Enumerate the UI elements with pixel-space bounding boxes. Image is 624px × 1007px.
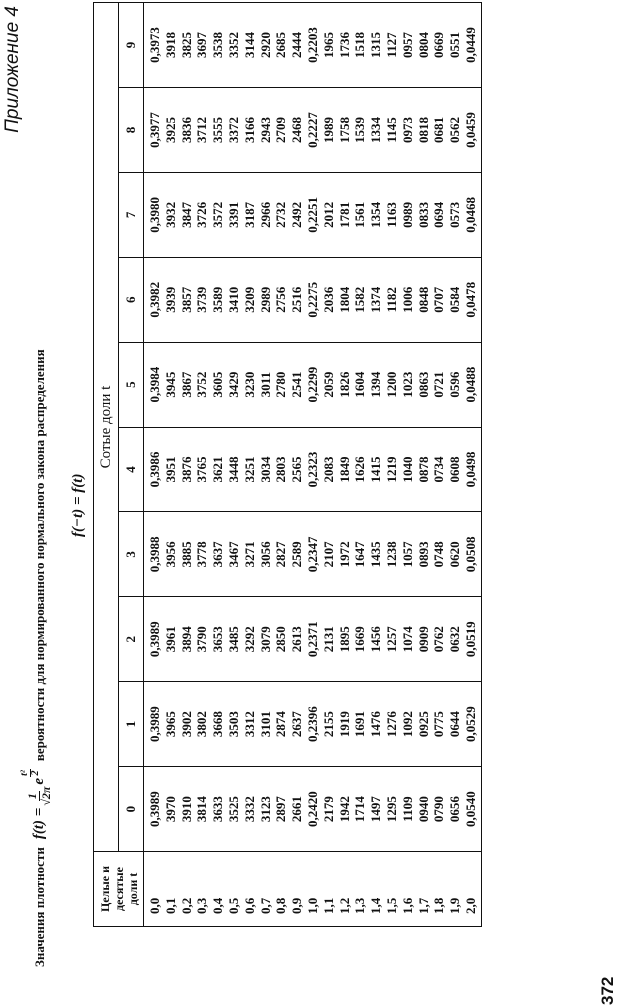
- table-cell: 0,2371: [304, 621, 320, 658]
- table-cell: 0,0519: [462, 621, 478, 658]
- t-value: 1,3: [352, 897, 368, 914]
- table-cell: 1354: [368, 201, 384, 228]
- table-cell: 3056: [257, 541, 273, 568]
- table-cell: 3765: [194, 456, 210, 483]
- density-table: [93, 2, 482, 927]
- table-cell: 3857: [178, 286, 194, 313]
- table-cell: 0775: [431, 711, 447, 738]
- table-cell: 0940: [415, 796, 431, 823]
- value-column-9: [144, 3, 482, 88]
- table-cell: 2897: [273, 796, 289, 823]
- table-cell: 1972: [336, 541, 352, 568]
- table-cell: 1561: [352, 201, 368, 228]
- page-number: 372: [598, 976, 617, 1005]
- table-title: [19, 7, 53, 967]
- t-value: 1,1: [320, 897, 336, 914]
- table-cell: 2468: [289, 116, 305, 143]
- table-cell: 0,0478: [462, 281, 478, 318]
- table-cell: 0957: [399, 32, 415, 58]
- t-value: 1,2: [336, 897, 352, 914]
- t-value: 0,8: [273, 897, 289, 914]
- table-cell: 3011: [257, 371, 273, 398]
- table-cell: 3209: [241, 286, 257, 313]
- t-value: 1,0: [304, 897, 320, 914]
- table-cell: 3589: [210, 286, 226, 313]
- table-cell: 3739: [194, 286, 210, 313]
- table-cell: 3653: [210, 626, 226, 653]
- table-cell: 1781: [336, 201, 352, 228]
- table-cell: 3894: [178, 626, 194, 653]
- table-cell: 1315: [368, 32, 384, 58]
- table-cell: 0707: [431, 286, 447, 313]
- table-cell: 3538: [210, 32, 226, 58]
- table-cell: 0,2203: [304, 27, 320, 63]
- table-cell: 0551: [447, 32, 463, 58]
- t-value: 0,3: [194, 897, 210, 914]
- table-cell: 0,3980: [147, 196, 162, 233]
- table-cell: 0620: [447, 541, 463, 568]
- table-cell: 2155: [320, 711, 336, 738]
- table-cell: 0989: [399, 201, 415, 228]
- t-value-column: [144, 852, 482, 927]
- table-cell: 0,2299: [304, 366, 320, 403]
- title-suffix: вероятности для нормированного нормального закона распределения: [31, 349, 47, 762]
- table-cell: 3230: [241, 371, 257, 398]
- table-cell: 2613: [289, 626, 305, 653]
- table-cell: 3525: [225, 796, 241, 823]
- table-cell: 0,3982: [147, 281, 162, 318]
- table-cell: 3902: [178, 711, 194, 738]
- table-cell: 1691: [352, 711, 368, 738]
- table-cell: 0734: [431, 456, 447, 483]
- table-cell: 1040: [399, 456, 415, 483]
- t-value: 1,4: [368, 897, 384, 914]
- value-column-5: [144, 342, 482, 427]
- value-column-7: [144, 172, 482, 257]
- value-column-4: [144, 427, 482, 512]
- table-cell: 0,3989: [147, 621, 162, 658]
- table-cell: 0,2275: [304, 281, 320, 318]
- table-cell: 3790: [194, 626, 210, 653]
- table-cell: 1023: [399, 371, 415, 398]
- table-cell: 2012: [320, 201, 336, 228]
- table-cell: 3292: [241, 626, 257, 653]
- formula-denominator: √2π: [39, 786, 53, 806]
- table-cell: 2661: [289, 796, 305, 823]
- table-cell: 3825: [178, 32, 194, 58]
- table-cell: 3885: [178, 541, 194, 568]
- table-cell: 0,2396: [304, 706, 320, 743]
- table-cell: 2083: [320, 456, 336, 483]
- t-value: 0,5: [225, 897, 241, 914]
- column-header-row: [119, 3, 144, 927]
- table-cell: 0644: [447, 711, 463, 738]
- table-cell: 1374: [368, 286, 384, 313]
- table-cell: 3187: [241, 201, 257, 228]
- table-cell: 3485: [225, 626, 241, 653]
- formula-exp-base: e: [31, 777, 47, 785]
- value-column-3: [144, 512, 482, 597]
- table-cell: 0608: [447, 456, 463, 483]
- table-cell: 2131: [320, 626, 336, 653]
- table-cell: 3467: [225, 541, 241, 568]
- table-cell: 0893: [415, 541, 431, 568]
- formula-exponent: [20, 769, 41, 777]
- table-cell: 3034: [257, 456, 273, 483]
- table-cell: 1394: [368, 371, 384, 398]
- table-cell: 1295: [383, 796, 399, 823]
- table-cell: 1219: [383, 456, 399, 483]
- t-value: 1,8: [431, 897, 447, 914]
- table-cell: 3391: [225, 201, 241, 228]
- table-cell: 3633: [210, 796, 226, 823]
- formula-exp-numerator: t²: [19, 770, 30, 776]
- table-cell: 1919: [336, 711, 352, 738]
- table-cell: 2541: [289, 371, 305, 398]
- table-cell: 2036: [320, 286, 336, 313]
- table-cell: 3939: [162, 286, 178, 313]
- table-cell: 1276: [383, 711, 399, 738]
- table-cell: 3726: [194, 201, 210, 228]
- table-cell: 3867: [178, 371, 194, 398]
- table-cell: 2920: [257, 32, 273, 58]
- table-cell: 3101: [257, 711, 273, 738]
- appendix-label: Приложение 4: [2, 6, 23, 133]
- row-header-line: десятые: [112, 867, 126, 911]
- table-cell: 1476: [368, 711, 384, 738]
- table-cell: 0,0540: [462, 791, 478, 827]
- table-cell: 1626: [352, 456, 368, 483]
- table-cell: 1895: [336, 626, 352, 653]
- table-cell: 3166: [241, 116, 257, 143]
- table-cell: 0,0529: [462, 706, 478, 743]
- table-cell: 3697: [194, 32, 210, 58]
- table-cell: 3778: [194, 541, 210, 568]
- table-cell: 3251: [241, 456, 257, 483]
- symmetry-note: f(−t) = f(t): [70, 473, 86, 537]
- column-header-6: 6: [119, 257, 144, 342]
- table-cell: 0,2227: [304, 112, 320, 148]
- t-value: 0,9: [289, 897, 305, 914]
- table-cell: 0,3989: [147, 706, 162, 743]
- table-cell: 2492: [289, 201, 305, 228]
- table-cell: 1826: [336, 371, 352, 398]
- table-cell: 2637: [289, 711, 305, 738]
- table-cell: 3503: [225, 711, 241, 738]
- table-cell: 3836: [178, 116, 194, 143]
- group-header: Сотые доли t: [94, 3, 119, 852]
- table-cell: 0848: [415, 286, 431, 313]
- table-cell: 3429: [225, 371, 241, 398]
- table-cell: 2850: [273, 626, 289, 653]
- table-cell: 1057: [399, 541, 415, 568]
- table-cell: 3123: [257, 796, 273, 823]
- table-cell: 3605: [210, 371, 226, 398]
- t-value: 1,6: [399, 897, 415, 914]
- value-column-1: [144, 682, 482, 767]
- table-cell: 2179: [320, 796, 336, 823]
- table-cell: 3945: [162, 371, 178, 398]
- table-cell: 1804: [336, 286, 352, 313]
- t-value: 1,5: [383, 897, 399, 914]
- table-cell: 2107: [320, 541, 336, 568]
- column-header-1: 1: [119, 682, 144, 767]
- table-cell: 0,0498: [462, 451, 478, 488]
- value-column-8: [144, 87, 482, 172]
- table-cell: 0,3973: [147, 27, 162, 63]
- table-cell: 2874: [273, 711, 289, 738]
- row-header-line: Целые и: [98, 866, 112, 913]
- column-header-2: 2: [119, 597, 144, 682]
- table-cell: 3951: [162, 456, 178, 483]
- table-cell: 0,0459: [462, 112, 478, 148]
- table-cell: 3312: [241, 711, 257, 738]
- table-cell: 1334: [368, 116, 384, 143]
- t-value: 0,7: [257, 897, 273, 914]
- table-cell: 0584: [447, 286, 463, 313]
- t-value: 0,0: [147, 897, 162, 914]
- table-cell: 1942: [336, 796, 352, 823]
- table-cell: 3079: [257, 626, 273, 653]
- table-cell: 0,3986: [147, 451, 162, 488]
- table-cell: 1415: [368, 456, 384, 483]
- table-cell: 0833: [415, 201, 431, 228]
- table-cell: 0,3977: [147, 112, 162, 148]
- table-cell: 3814: [194, 796, 210, 823]
- table-cell: 1539: [352, 116, 368, 143]
- formula-lhs: f(t) =: [31, 807, 47, 840]
- value-column-0: [144, 767, 482, 852]
- table-cell: 0973: [399, 116, 415, 143]
- t-value: 2,0: [462, 897, 478, 914]
- table-cell: 0,0488: [462, 366, 478, 403]
- table-cell: 2803: [273, 456, 289, 483]
- table-cell: 3448: [225, 456, 241, 483]
- table-cell: 2756: [273, 286, 289, 313]
- t-value: 0,6: [241, 897, 257, 914]
- density-formula: [19, 769, 53, 840]
- table-cell: 0909: [415, 626, 431, 653]
- table-cell: 3970: [162, 796, 178, 823]
- table-cell: 0,0449: [462, 27, 478, 63]
- t-value: 0,1: [162, 897, 178, 914]
- table-cell: 2827: [273, 541, 289, 568]
- table-cell: 0,3989: [147, 791, 162, 827]
- table-cell: 0,0468: [462, 196, 478, 233]
- column-header-3: 3: [119, 512, 144, 597]
- table-cell: 3918: [162, 32, 178, 58]
- column-header-0: 0: [119, 767, 144, 852]
- table-cell: 3637: [210, 541, 226, 568]
- table-cell: 3668: [210, 711, 226, 738]
- table-cell: 0,3988: [147, 536, 162, 573]
- table-cell: 1669: [352, 626, 368, 653]
- table-cell: 0596: [447, 371, 463, 398]
- table-cell: 0694: [431, 201, 447, 228]
- formula-fraction: [26, 787, 53, 806]
- table-cell: 1965: [320, 32, 336, 58]
- table-cell: 0762: [431, 626, 447, 653]
- table-cell: 3847: [178, 201, 194, 228]
- table-cell: 0562: [447, 116, 463, 143]
- table-cell: 1163: [383, 202, 399, 228]
- table-cell: 1604: [352, 371, 368, 398]
- table-cell: 3961: [162, 626, 178, 653]
- t-value: 0,2: [178, 897, 194, 914]
- table-cell: 3352: [225, 32, 241, 58]
- table-cell: 0,2420: [304, 791, 320, 827]
- column-header-8: 8: [119, 87, 144, 172]
- table-cell: 1257: [383, 626, 399, 653]
- table-cell: 3410: [225, 286, 241, 313]
- table-cell: 0,2323: [304, 451, 320, 488]
- table-cell: 3925: [162, 116, 178, 143]
- table-cell: 1518: [352, 32, 368, 58]
- table-cell: 2709: [273, 116, 289, 143]
- column-header-7: 7: [119, 172, 144, 257]
- table-cell: 1435: [368, 541, 384, 568]
- table-cell: 2966: [257, 201, 273, 228]
- t-value: 0,4: [210, 897, 226, 914]
- formula-exp-denominator: 2: [30, 770, 41, 776]
- table-cell: 1497: [368, 796, 384, 823]
- column-header-4: 4: [119, 427, 144, 512]
- table-cell: 1238: [383, 541, 399, 568]
- table-cell: 0,2347: [304, 536, 320, 573]
- table-cell: 3965: [162, 711, 178, 738]
- table-cell: 0863: [415, 371, 431, 398]
- table-cell: 1456: [368, 626, 384, 653]
- table-cell: 0681: [431, 116, 447, 143]
- table-cell: 0632: [447, 626, 463, 653]
- table-cell: 1006: [399, 286, 415, 313]
- table-cell: 0,3984: [147, 366, 162, 403]
- table-cell: 3271: [241, 541, 257, 568]
- formula-numerator: 1: [25, 793, 39, 800]
- table-cell: 3555: [210, 116, 226, 143]
- table-cell: 1109: [399, 796, 415, 822]
- table-cell: 1127: [383, 32, 399, 58]
- table-cell: 1182: [383, 287, 399, 313]
- table-cell: 1758: [336, 116, 352, 143]
- t-value: 1,7: [415, 897, 431, 914]
- table-cell: 0925: [415, 711, 431, 738]
- table-cell: 2989: [257, 286, 273, 313]
- table-cell: 0573: [447, 201, 463, 228]
- t-value: 1,9: [447, 897, 463, 914]
- table-cell: 1200: [383, 371, 399, 398]
- table-cell: 0656: [447, 796, 463, 823]
- table-cell: 2516: [289, 286, 305, 313]
- table-cell: 3956: [162, 541, 178, 568]
- table-cell: 3572: [210, 201, 226, 228]
- table-cell: 3372: [225, 116, 241, 143]
- table-cell: 3802: [194, 711, 210, 738]
- table-cell: 3932: [162, 201, 178, 228]
- table-cell: 0790: [431, 796, 447, 823]
- table-cell: 0748: [431, 541, 447, 568]
- table-cell: 1074: [399, 626, 415, 653]
- table-cell: 2943: [257, 116, 273, 143]
- table-cell: 2589: [289, 541, 305, 568]
- title-prefix: Значения плотности: [31, 847, 47, 967]
- table-cell: 3621: [210, 456, 226, 483]
- row-header-line: доли t: [126, 872, 140, 906]
- table-cell: 2732: [273, 201, 289, 228]
- table-cell: 3712: [194, 116, 210, 143]
- table-cell: 0721: [431, 371, 447, 398]
- table-cell: 2059: [320, 371, 336, 398]
- table-cell: 1582: [352, 286, 368, 313]
- table-body-row: [144, 3, 482, 927]
- column-header-9: 9: [119, 3, 144, 88]
- value-column-2: [144, 597, 482, 682]
- table-cell: 1714: [352, 796, 368, 823]
- table-cell: 2685: [273, 32, 289, 58]
- table-cell: 0669: [431, 32, 447, 58]
- column-header-5: 5: [119, 342, 144, 427]
- table-cell: 1145: [383, 117, 399, 143]
- table-cell: 3752: [194, 371, 210, 398]
- table-cell: 1989: [320, 116, 336, 143]
- table-cell: 2780: [273, 371, 289, 398]
- table-cell: 0818: [415, 116, 431, 143]
- table-cell: 0,0508: [462, 536, 478, 573]
- table-cell: 3910: [178, 796, 194, 823]
- table-cell: 2565: [289, 456, 305, 483]
- table-cell: 1736: [336, 32, 352, 58]
- table-cell: 1092: [399, 711, 415, 738]
- table-cell: 3144: [241, 32, 257, 58]
- table-cell: 1849: [336, 456, 352, 483]
- table-cell: 3332: [241, 796, 257, 823]
- table-cell: 1647: [352, 541, 368, 568]
- table-cell: 0878: [415, 456, 431, 483]
- table-cell: 0804: [415, 32, 431, 58]
- table-cell: 0,2251: [304, 196, 320, 233]
- value-column-6: [144, 257, 482, 342]
- row-header-cell: [94, 852, 144, 927]
- table-cell: 2444: [289, 32, 305, 58]
- table-cell: 3876: [178, 456, 194, 483]
